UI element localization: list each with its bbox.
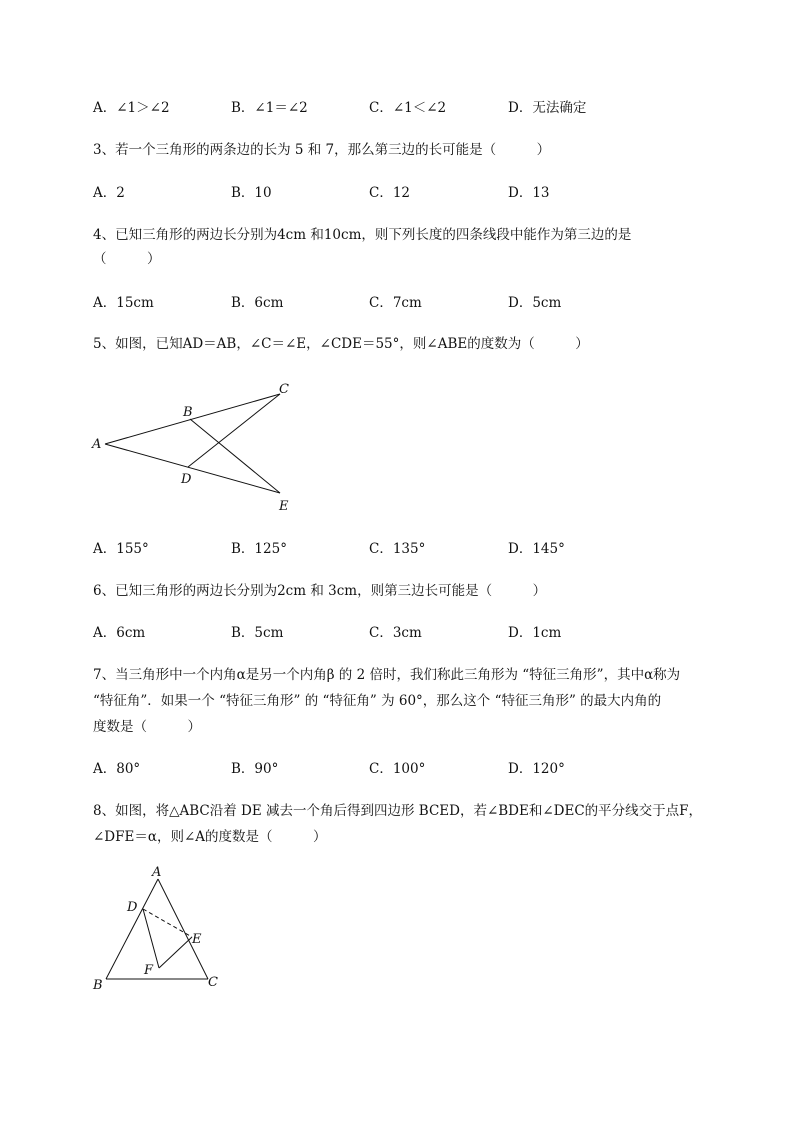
q4-option-c[interactable]: C．7cm bbox=[369, 295, 422, 311]
q5-figure bbox=[88, 375, 308, 517]
q5-segment-ae bbox=[105, 444, 280, 493]
q8-label-d: D bbox=[127, 900, 138, 915]
q5-options bbox=[93, 540, 693, 558]
q5-label-c: C bbox=[279, 382, 289, 397]
q2-options bbox=[93, 99, 693, 117]
q4-option-d[interactable]: D．5cm bbox=[508, 295, 562, 311]
q7-option-b[interactable]: B．90° bbox=[231, 761, 279, 777]
q4-option-b[interactable]: B．6cm bbox=[231, 295, 284, 311]
q6-option-c[interactable]: C．3cm bbox=[369, 625, 422, 641]
q5-label-d: D bbox=[181, 472, 192, 487]
q5-segment-dc bbox=[188, 394, 280, 467]
q7-stem-line2: “特征角”．如果一个 “特征三角形” 的 “特征角” 为 60°，那么这个 “特征三角形” 的最大内角的 bbox=[93, 693, 662, 709]
q2-option-d[interactable]: D．无法确定 bbox=[508, 100, 587, 116]
q3-option-a[interactable]: A．2 bbox=[93, 185, 125, 201]
q8-stem-line1: 8、如图，将△ABC沿着 DE 减去一个角后得到四边形 BCED，若∠BDE和∠DEC的平分线交于点F， bbox=[93, 803, 703, 819]
q8-label-a: A bbox=[152, 865, 162, 880]
q7-options bbox=[93, 760, 693, 778]
q3-option-c[interactable]: C．12 bbox=[369, 185, 411, 201]
q5-option-b[interactable]: B．125° bbox=[231, 541, 287, 557]
q7-stem-line3: 度数是（ ） bbox=[93, 719, 201, 735]
q2-option-b[interactable]: B．∠1＝∠2 bbox=[231, 100, 308, 116]
q8-label-b: B bbox=[93, 978, 103, 993]
q8-segment-df bbox=[143, 909, 159, 968]
q8-label-c: C bbox=[208, 975, 218, 990]
q4-options bbox=[93, 294, 693, 312]
q5-label-a: A bbox=[92, 437, 102, 452]
q3-options bbox=[93, 184, 693, 202]
q7-option-a[interactable]: A．80° bbox=[93, 761, 141, 777]
q8-figure bbox=[88, 862, 238, 994]
q4-option-a[interactable]: A．15cm bbox=[93, 295, 154, 311]
q2-option-c[interactable]: C．∠1＜∠2 bbox=[369, 100, 447, 116]
q8-label-f: F bbox=[144, 963, 154, 978]
q4-stem-line1: 4、已知三角形的两边长分别为4cm 和10cm，则下列长度的四条线段中能作为第三边的是 bbox=[93, 227, 632, 243]
q3-stem: 3、若一个三角形的两条边的长为 5 和 7，那么第三边的长可能是（ ） bbox=[93, 142, 551, 158]
q8-segment-ef bbox=[159, 937, 192, 968]
q8-segment-ac bbox=[158, 879, 208, 979]
q6-option-a[interactable]: A．6cm bbox=[93, 625, 146, 641]
q6-option-d[interactable]: D．1cm bbox=[508, 625, 562, 641]
q6-stem: 6、已知三角形的两边长分别为2cm 和 3cm，则第三边长可能是（ ） bbox=[93, 583, 547, 599]
q3-option-b[interactable]: B．10 bbox=[231, 185, 272, 201]
q7-stem-line1: 7、当三角形中一个内角α是另一个内角β 的 2 倍时，我们称此三角形为 “特征三角形”，其中α称为 bbox=[93, 667, 681, 683]
q3-option-d[interactable]: D．13 bbox=[508, 185, 550, 201]
q5-stem: 5、如图，已知AD＝AB，∠C＝∠E，∠CDE＝55°，则∠ABE的度数为（ ） bbox=[93, 336, 589, 352]
q8-label-e: E bbox=[192, 932, 202, 947]
q7-option-d[interactable]: D．120° bbox=[508, 761, 565, 777]
q8-stem-line2: ∠DFE＝α，则∠A的度数是（ ） bbox=[93, 829, 327, 845]
q6-options bbox=[93, 624, 693, 642]
q4-stem-line2: （ ） bbox=[93, 251, 161, 267]
q5-label-e: E bbox=[279, 499, 289, 514]
q5-option-a[interactable]: A．155° bbox=[93, 541, 149, 557]
q7-option-c[interactable]: C．100° bbox=[369, 761, 426, 777]
q6-option-b[interactable]: B．5cm bbox=[231, 625, 284, 641]
q2-option-a[interactable]: A．∠1＞∠2 bbox=[93, 100, 170, 116]
q5-label-b: B bbox=[183, 405, 193, 420]
q5-option-d[interactable]: D．145° bbox=[508, 541, 565, 557]
q5-option-c[interactable]: C．135° bbox=[369, 541, 426, 557]
